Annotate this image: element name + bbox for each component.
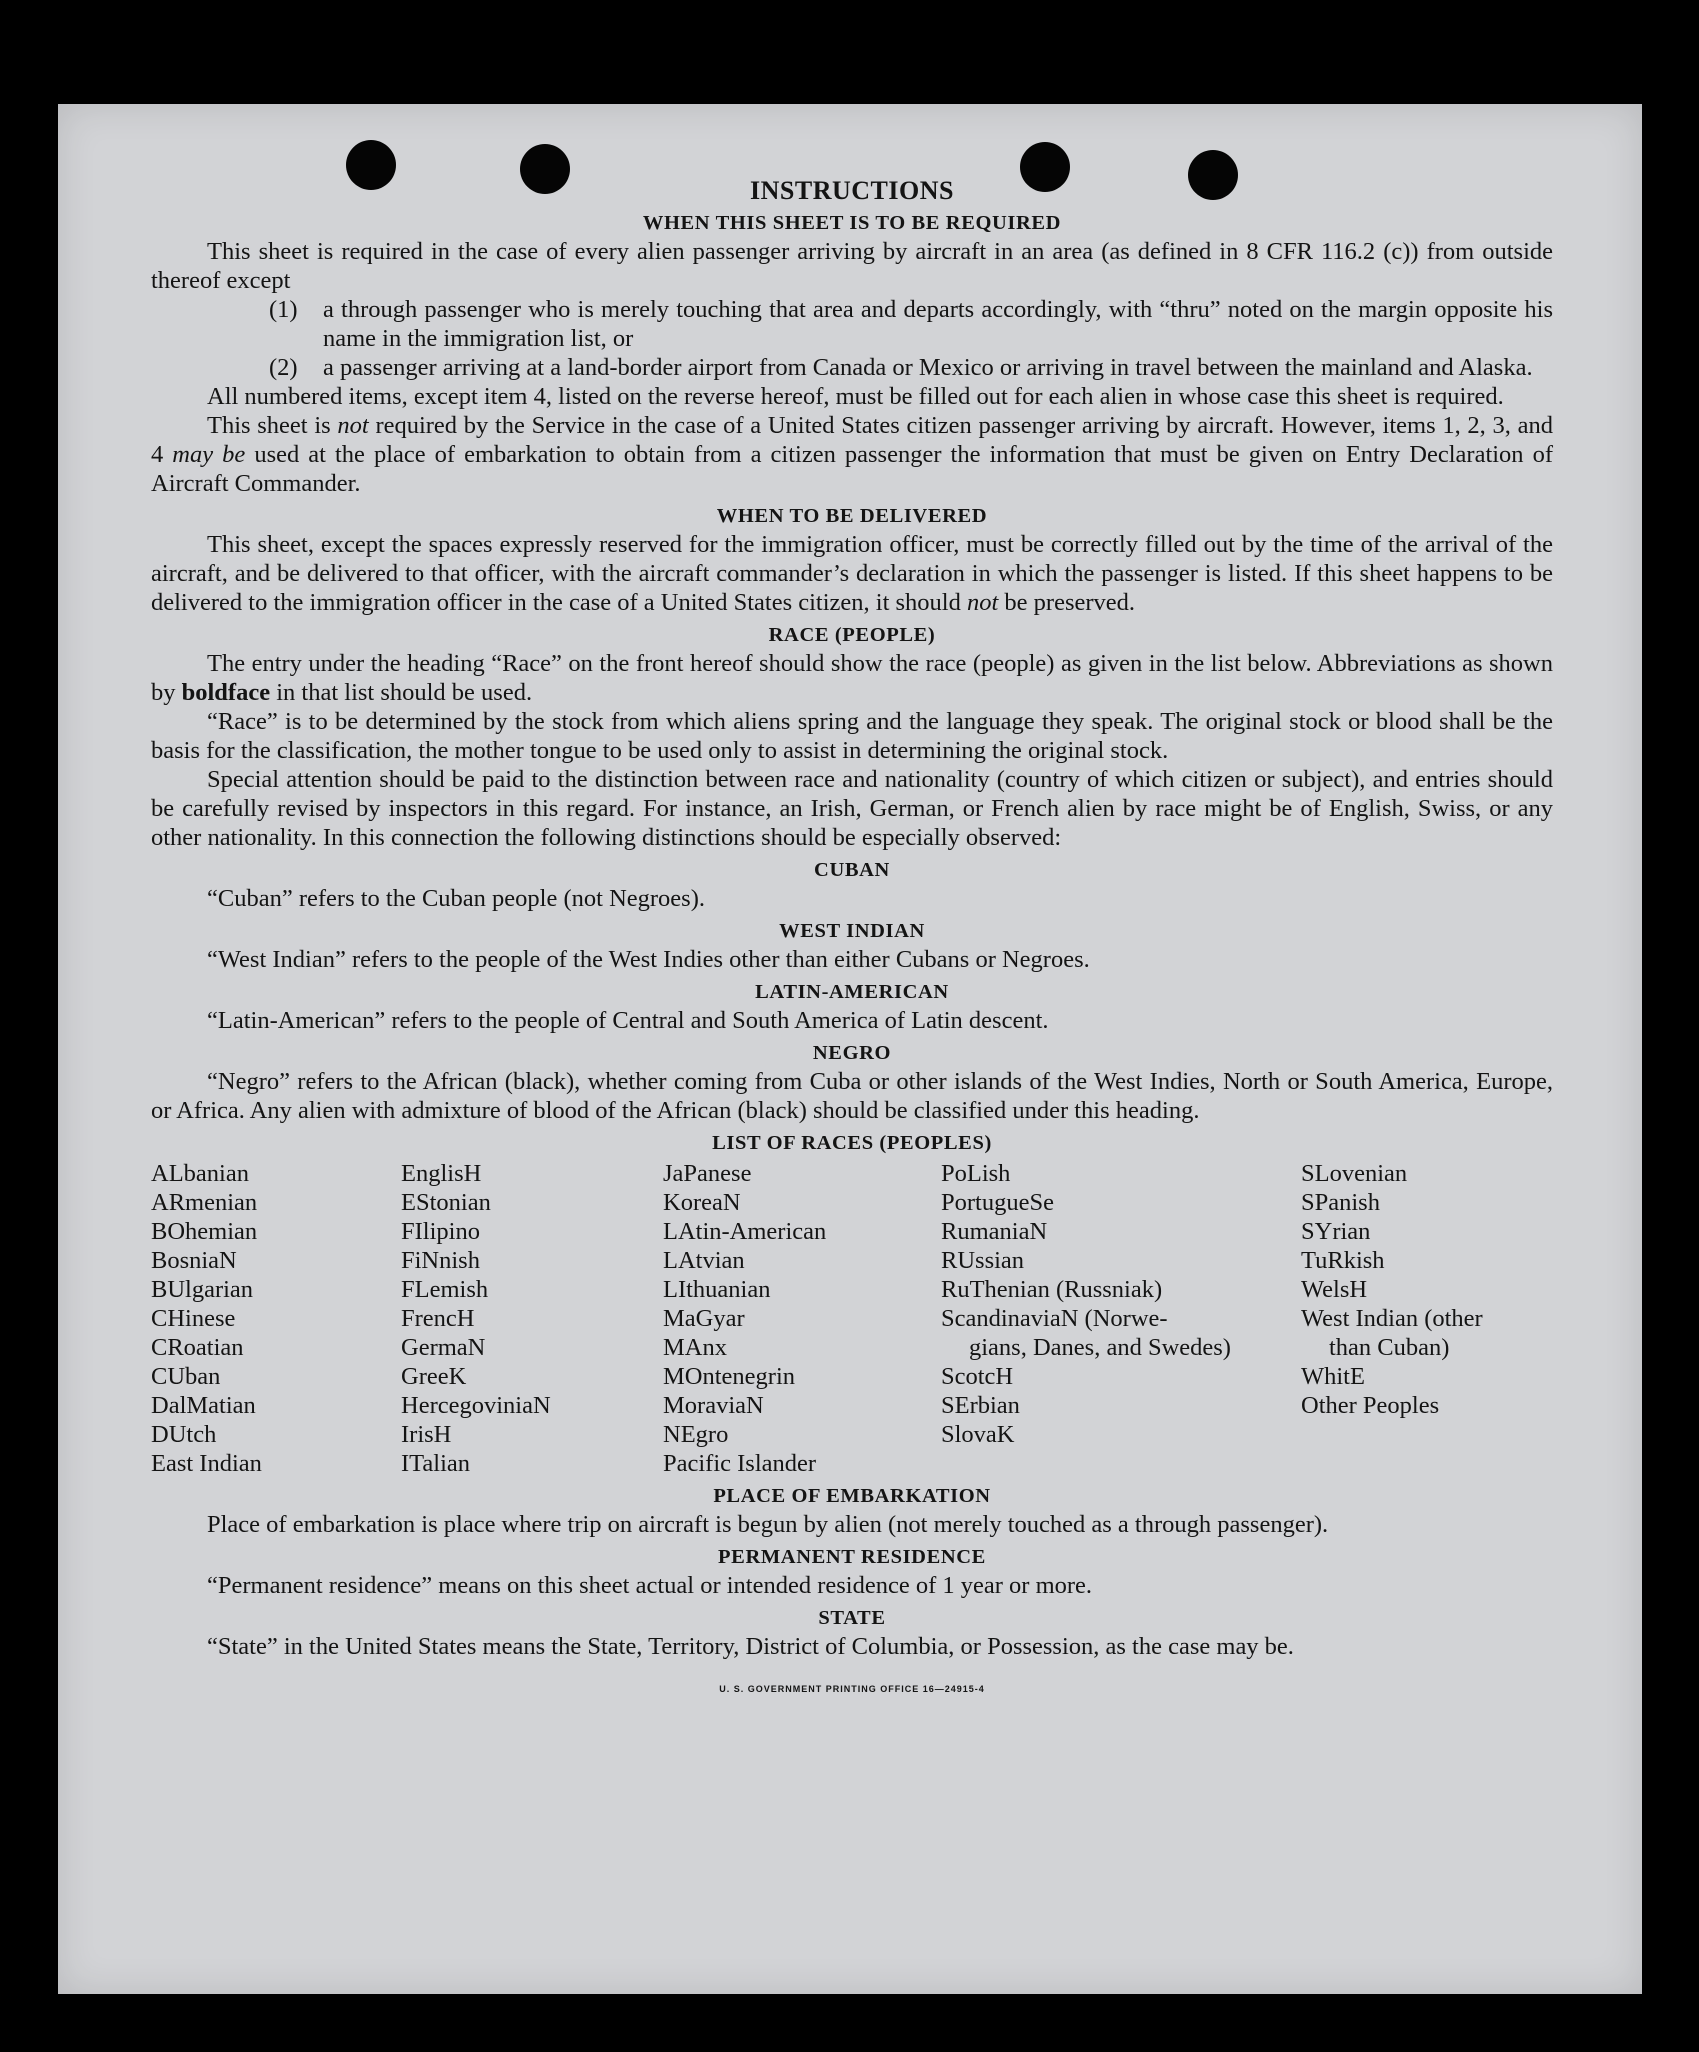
race-item: SlovaK [941, 1421, 1015, 1448]
text-run: used at the place of embarkation to obtain from a citizen passenger the information that must be given on Entry Declaration of Aircraft Commander. [151, 441, 1553, 497]
race-item: WhitE [1301, 1363, 1365, 1390]
printer-imprint: U. S. GOVERNMENT PRINTING OFFICE 16—24915-4 [719, 1684, 985, 1694]
text-run: required by the Service in the case of a United States citizen passenger arriving by aircraft. However, items 1, 2, 3, and 4 [151, 412, 1553, 468]
race-item: MAnx [663, 1334, 727, 1361]
race-item: EStonian [401, 1189, 491, 1216]
race-item: MoraviaN [663, 1392, 764, 1419]
race-item: BUlgarian [151, 1276, 254, 1303]
section-heading: PERMANENT RESIDENCE [718, 1546, 986, 1568]
section-heading: RACE (PEOPLE) [768, 624, 936, 646]
page-title: INSTRUCTIONS [750, 176, 954, 205]
text-run: The entry under the heading “Race” on the front hereof should show the race (people) as given in the list below. Abbreviations as shown by [151, 650, 1553, 706]
italic-text: not [337, 412, 369, 439]
text-run: be preserved. [998, 589, 1136, 616]
section-heading: PLACE OF EMBARKATION [713, 1485, 991, 1507]
text-run: in that list should be used. [270, 679, 533, 706]
race-item: MOntenegrin [663, 1363, 795, 1390]
race-column [663, 1159, 941, 1478]
race-item: GreeK [401, 1363, 467, 1390]
paragraph [151, 649, 1553, 707]
paragraph: “Latin-American” refers to the people of Central and South America of Latin descent. [207, 1007, 1049, 1034]
list-text: a through passenger who is merely touching that area and departs accordingly, with “thru” noted on the margin opposite his name in the immigration list, or [323, 296, 1553, 352]
paragraph [151, 530, 1553, 617]
race-item: SPanish [1301, 1189, 1380, 1216]
race-list [151, 1159, 1553, 1478]
race-item: PoLish [941, 1160, 1011, 1187]
paragraph: “Cuban” refers to the Cuban people (not Negroes). [207, 885, 705, 912]
paragraph: Special attention should be paid to the distinction between race and nationality (country of which citizen or subject), and entries should be carefully revised by inspectors in this regard. For instance, an Irish, German, or French alien by race might be of English, Swiss, or any other nationality. In this connection the following distinctions should be especially observed: [151, 766, 1553, 851]
race-item: ScandinaviaN (Norwe- [941, 1305, 1168, 1332]
race-item: SYrian [1301, 1218, 1371, 1245]
race-item: West Indian (other [1301, 1305, 1483, 1332]
race-item: FIlipino [401, 1218, 480, 1245]
race-item: BosniaN [151, 1247, 237, 1274]
paragraph: “Negro” refers to the African (black), whether coming from Cuba or other islands of the West Indies, North or South America, Europe, or Africa. Any alien with admixture of blood of the African (black) should be classified under this heading. [151, 1068, 1553, 1124]
section-heading: LIST OF RACES (PEOPLES) [712, 1132, 992, 1154]
race-item: SErbian [941, 1392, 1020, 1419]
race-column [401, 1159, 663, 1478]
race-item: ALbanian [151, 1160, 249, 1187]
paragraph: This sheet is required in the case of every alien passenger arriving by aircraft in an area (as defined in 8 CFR 116.2 (c)) from outside thereof except [151, 238, 1553, 294]
paragraph: Place of embarkation is place where trip on aircraft is begun by alien (not merely touched as a through passenger). [207, 1511, 1329, 1538]
race-item: FLemish [401, 1276, 489, 1303]
race-item: CRoatian [151, 1334, 244, 1361]
race-item: RuThenian (Russniak) [941, 1276, 1163, 1303]
text-run: This sheet is [207, 412, 338, 439]
section-heading: WHEN THIS SHEET IS TO BE REQUIRED [642, 212, 1062, 234]
italic-text: not [966, 589, 999, 616]
paragraph: “West Indian” refers to the people of the West Indies other than either Cubans or Negroes. [207, 946, 1090, 973]
race-item: RUssian [941, 1247, 1025, 1274]
race-item: IrisH [401, 1421, 452, 1448]
race-item: ScotcH [941, 1363, 1014, 1390]
race-item: FiNnish [401, 1247, 480, 1274]
race-item: LIthuanian [663, 1276, 771, 1303]
section-heading: CUBAN [814, 859, 890, 881]
paragraph: All numbered items, except item 4, listed on the reverse hereof, must be filled out for each alien in whose case this sheet is required. [207, 383, 1504, 410]
race-column [1301, 1159, 1553, 1478]
race-item-continued: gians, Danes, and Swedes) [969, 1334, 1231, 1361]
race-item: Pacific Islander [663, 1450, 817, 1477]
list-text: a passenger arriving at a land-border airport from Canada or Mexico or arriving in travel between the mainland and Alaska. [323, 354, 1533, 381]
text-run: This sheet, except the spaces expressly reserved for the immigration officer, must be correctly filled out by the time of the arrival of the aircraft, and be delivered to that officer, with the aircraft commander’s declaration in which the passenger is listed. If this sheet happens to be delivered to the immigration officer in the case of a United States citizen, it should [151, 531, 1553, 616]
race-item: EnglisH [401, 1160, 482, 1187]
document-sheet [58, 104, 1642, 1994]
paragraph: “State” in the United States means the State, Territory, District of Columbia, or Possession, as the case may be. [207, 1633, 1294, 1660]
bold-text: boldface [181, 679, 271, 706]
race-item: Other Peoples [1301, 1392, 1440, 1419]
race-item: DalMatian [151, 1392, 256, 1419]
race-column [151, 1159, 401, 1478]
paragraph: “Permanent residence” means on this sheet actual or intended residence of 1 year or more. [207, 1572, 1093, 1599]
race-item: HercegoviniaN [401, 1392, 551, 1419]
race-item: RumaniaN [941, 1218, 1048, 1245]
race-item: WelsH [1301, 1276, 1368, 1303]
section-heading: STATE [818, 1607, 886, 1629]
race-item: KoreaN [663, 1189, 741, 1216]
list-item [269, 295, 1553, 353]
section-heading: LATIN-AMERICAN [755, 981, 949, 1003]
list-number: (1) [269, 296, 298, 323]
section-heading: NEGRO [812, 1042, 892, 1064]
race-item: LAtin-American [663, 1218, 827, 1245]
paragraph: “Race” is to be determined by the stock from which aliens spring and the language they speak. The original stock or blood shall be the basis for the classification, the mother tongue to be used only to assist in determining the original stock. [151, 708, 1553, 764]
italic-text: may be [172, 441, 246, 468]
race-item: PortugueSe [941, 1189, 1054, 1216]
list-item [269, 353, 1553, 382]
race-item: GermaN [401, 1334, 486, 1361]
race-item: FrencH [401, 1305, 475, 1332]
race-item: ITalian [401, 1450, 471, 1477]
race-item-continued: than Cuban) [1329, 1334, 1450, 1361]
race-item: CUban [151, 1363, 221, 1390]
race-item: CHinese [151, 1305, 236, 1332]
document-body [151, 168, 1553, 1704]
list-number: (2) [269, 354, 298, 381]
race-item: DUtch [151, 1421, 217, 1448]
paragraph [151, 411, 1553, 498]
section-heading: WEST INDIAN [779, 920, 925, 942]
race-column [941, 1159, 1301, 1478]
race-item: JaPanese [663, 1160, 752, 1187]
race-item: SLovenian [1301, 1160, 1408, 1187]
race-item: MaGyar [663, 1305, 745, 1332]
race-item: TuRkish [1301, 1247, 1385, 1274]
race-item: East Indian [151, 1450, 262, 1477]
section-heading: WHEN TO BE DELIVERED [716, 505, 988, 527]
race-item: NEgro [663, 1421, 729, 1448]
race-item: LAtvian [663, 1247, 745, 1274]
race-item: BOhemian [151, 1218, 258, 1245]
race-item: ARmenian [151, 1189, 258, 1216]
